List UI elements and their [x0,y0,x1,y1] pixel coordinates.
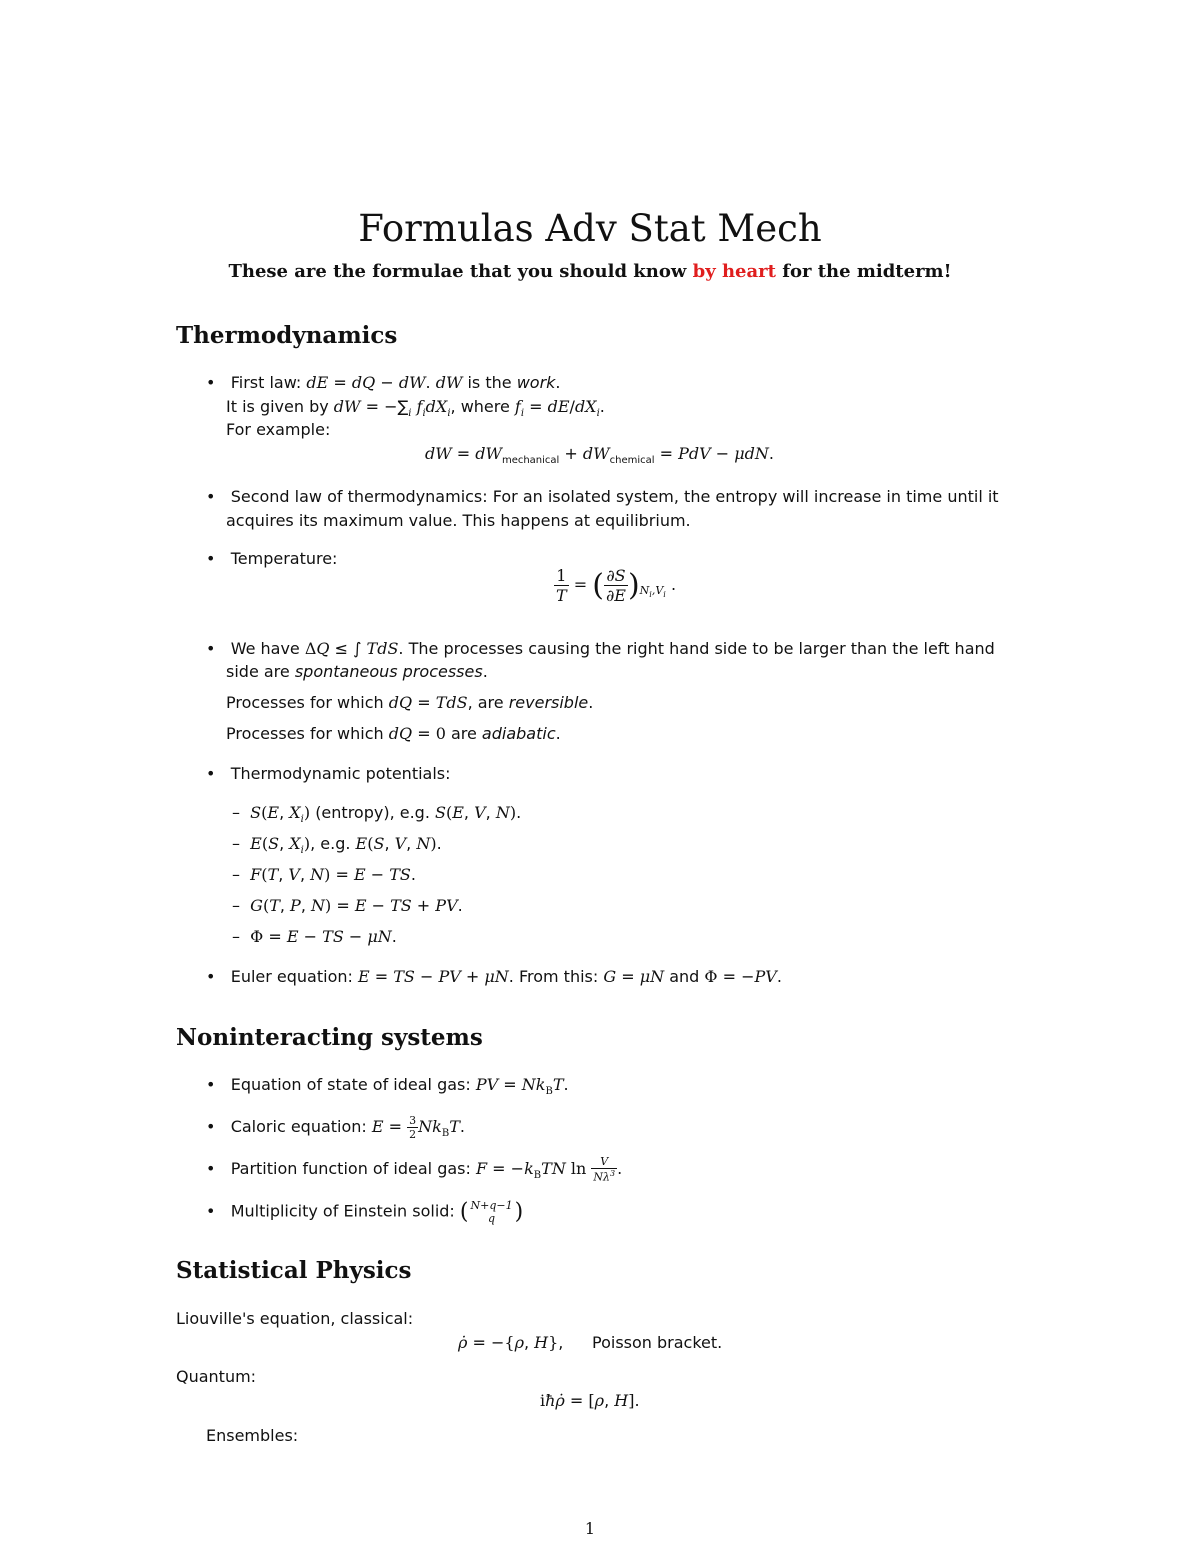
three-halves: $\frac{3}{2}$ [409,1114,417,1141]
first-law-label: First law: [230,373,307,392]
euler-label: Euler equation: [230,967,358,986]
eos-label: Equation of state of ideal gas: [230,1075,476,1094]
reversible-line: Processes for which dQ = TdS, are reversible. [226,693,594,712]
bullet-partition: • Partition function of ideal gas: $F = -k_BTN$ ln $\frac{V}{N\lambda^3}$ . [206,1155,623,1184]
spontaneous-term: spontaneous processes [294,662,483,681]
first-law-is-the: is the [467,373,517,392]
page-title: Formulas Adv Stat Mech [358,207,822,250]
from-this-text: . From this: [508,967,604,986]
spontaneous-line-2: side are spontaneous processes. [226,662,488,681]
bullet-caloric: • Caloric equation: E = $\frac{3}{2}$ $Nk_BT$. [206,1114,465,1141]
bullet-multiplicity: • Multiplicity of Einstein solid: ( N+q−1 q ) [206,1199,524,1225]
second-law-line-2: acquires its maximum value. This happens at equilibrium. [226,511,691,530]
binomial-coefficient: N+q−1 q [470,1199,513,1225]
are-text: , are [467,693,509,712]
multiplicity-label: Multiplicity of Einstein solid: [230,1201,460,1221]
caloric-label: Caloric equation: [230,1117,372,1136]
we-have-text: We have [230,639,305,658]
section-heading-thermodynamics: Thermodynamics [176,322,398,349]
temperature-label: Temperature: [230,549,338,568]
where-text: , where [450,397,515,416]
potential-gibbs: – G(T, P, N) = E − TS + PV. [232,896,463,915]
section-heading-statistical-physics: Statistical Physics [176,1257,412,1284]
work-term: work [516,373,556,392]
potential-energy: – E(S, $X_i$), e.g. E(S, V, N). [232,834,442,857]
one-over-t: $\frac{1}{T}$ [556,566,567,605]
are-text-2: are [445,724,482,743]
work-example-equation: dW = $dW_{mechanical} + dW_{chemical}$ = PdV − μdN. [425,444,774,467]
v-over-n-lambda-cubed: $\frac{V}{N\lambda^3}$ [593,1155,616,1184]
spontaneous-line-1: . The processes causing the right hand side to be larger than the left hand [398,639,995,658]
entropy-text: (entropy), e.g. [315,803,435,822]
partial-s-partial-e: $\frac{\partial S}{\partial E}$ [605,566,626,605]
second-law-line-1: Second law of thermodynamics: For an isolated system, the entropy will increase in time until it [230,487,999,506]
ensembles-label: Ensembles: [206,1426,299,1445]
bullet-equation-of-state: • Equation of state of ideal gas: PV = $Nk_BT$. [206,1075,569,1098]
for-example-text: For example: [226,420,331,439]
partition-label: Partition function of ideal gas: [230,1158,476,1178]
bullet-second-law: • Second law of thermodynamics: For an isolated system, the entropy will increase in time until it [206,487,999,506]
page-subtitle [0,261,1180,282]
bullet-spontaneous: • We have ΔQ ≤ ∫ TdS. The processes causing the right hand side to be larger than the left hand [206,639,995,658]
and-text: and [664,967,705,986]
subtitle-after: for the midterm! [775,261,952,282]
page-number: 1 [584,1519,596,1538]
reversible-term: reversible [508,693,589,712]
section-heading-noninteracting: Noninteracting systems [176,1024,483,1051]
processes-for-which-2: Processes for which [226,724,389,743]
bullet-first-law: • First law: dE = dQ − dW. dW is the work. [206,373,561,392]
temperature-equation: $\frac{1}{T}$ = ( $\frac{\partial S}{\partial E}$ )$_{N_i,V_i}$ . [556,566,677,605]
bullet-potentials: • Thermodynamic potentials: [206,764,451,783]
potentials-label: Thermodynamic potentials: [230,764,451,783]
liouville-quantum-equation: iħρ̇ = [ρ, H]. [540,1391,640,1410]
bullet-temperature: • Temperature: [206,549,338,568]
subtitle-highlight: by heart [692,261,776,282]
eg-text: , e.g. [310,834,356,853]
bullet-euler: • Euler equation: E = TS − PV + μN. From this: G = μN and Φ = −PV. [206,967,782,986]
potential-grand: – Φ = E − TS − μN. [232,927,397,946]
side-are-text: side are [226,662,295,681]
quantum-label: Quantum: [176,1367,257,1386]
liouville-label: Liouville's equation, classical: [176,1309,414,1328]
subtitle-before: These are the formulae that you should know [228,261,693,282]
potential-helmholtz: – F(T, V, N) = E − TS. [232,865,416,884]
poisson-bracket-text: Poisson bracket. [592,1333,723,1352]
potential-entropy: – S(E, $X_i$) (entropy), e.g. S(E, V, N). [232,803,522,826]
adiabatic-term: adiabatic [481,724,556,743]
processes-for-which-1: Processes for which [226,693,389,712]
work-definition: It is given by dW = $-\sum_i$ $f_idX_i$, where $f_i = dE/dX_i$. [226,397,605,420]
liouville-classical-equation: ρ̇ = −{ρ, H}, [458,1333,564,1352]
given-by-text: It is given by [226,397,334,416]
adiabatic-line: Processes for which dQ = 0 are adiabatic. [226,724,561,743]
